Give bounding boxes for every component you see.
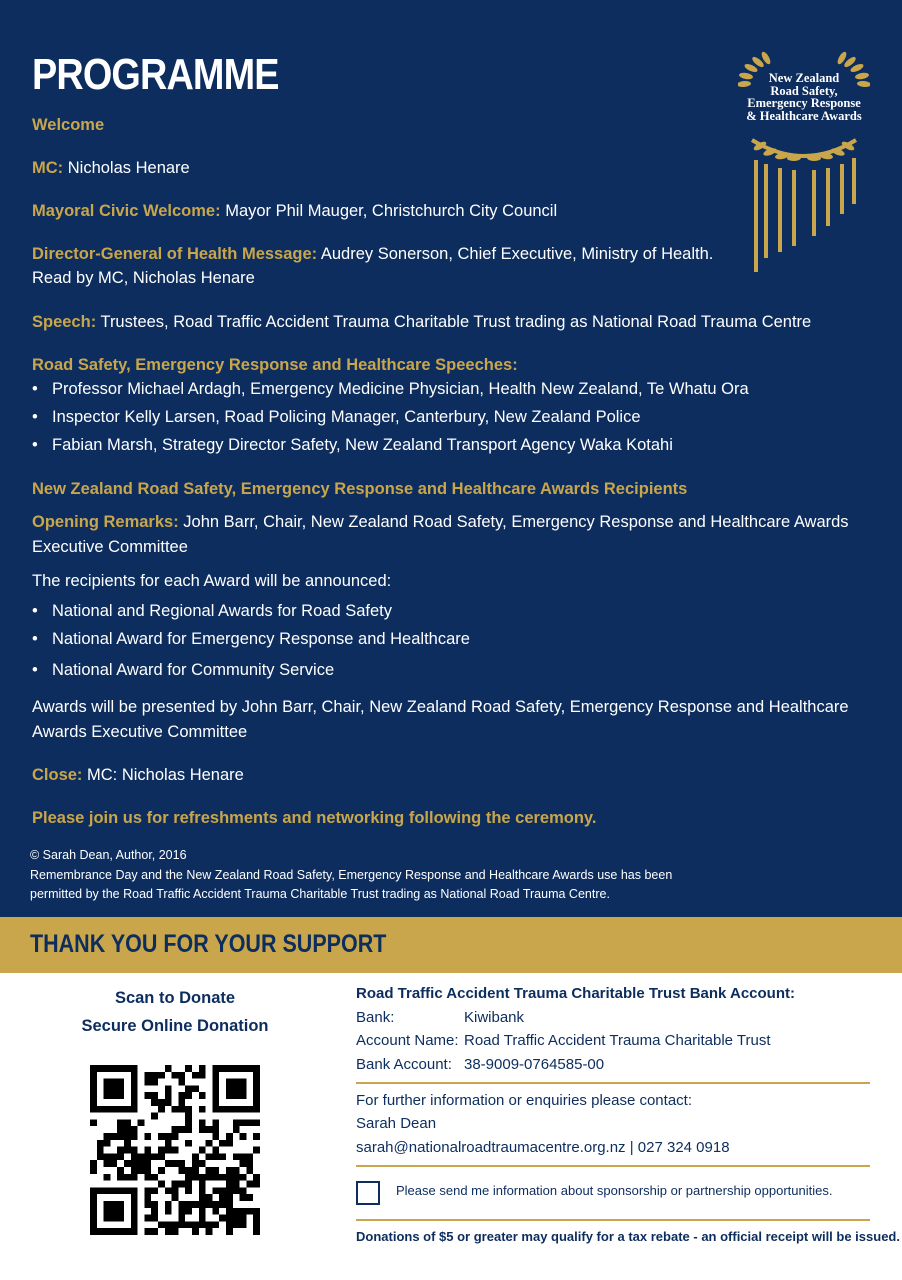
director-text: Audrey Sonerson, Chief Executive, Ministry of Health. xyxy=(317,245,714,263)
account-name-label: Account Name: xyxy=(356,1032,459,1049)
mc-label: MC: xyxy=(32,159,64,177)
sponsorship-checkbox[interactable] xyxy=(356,1181,380,1205)
thank-you-title: THANK YOU FOR YOUR SUPPORT xyxy=(30,930,387,958)
recipients-heading: New Zealand Road Safety, Emergency Response and Healthcare Awards Recipients xyxy=(32,480,688,498)
awards-logo xyxy=(738,48,870,276)
page-title: PROGRAMME xyxy=(32,50,279,99)
opening-line-2: Executive Committee xyxy=(32,538,188,556)
award-item: • National Award for Community Service xyxy=(32,661,335,679)
presented-line: Awards will be presented by John Barr, Chair, New Zealand Road Safety, Emergency Response and Healthcare xyxy=(32,698,849,716)
tax-disclaimer: Donations of $5 or greater may qualify for a tax rebate - an official receipt will be issued. xyxy=(356,1229,900,1244)
mc-text: Nicholas Henare xyxy=(63,159,190,177)
divider xyxy=(356,1165,870,1167)
sponsorship-checkbox-label: Please send me information about sponsorship or partnership opportunities. xyxy=(396,1183,833,1198)
director-line xyxy=(32,242,713,266)
thank-you-band xyxy=(0,917,902,973)
award-item: • National Award for Emergency Response and Healthcare xyxy=(32,630,470,648)
speech-text: Trustees, Road Traffic Accident Trauma Charitable Trust trading as National Road Trauma Centre xyxy=(96,313,812,331)
close-text: MC: Nicholas Henare xyxy=(82,766,244,784)
speech-line xyxy=(32,310,811,334)
permission-text-2: permitted by the Road Traffic Accident Trauma Charitable Trust trading as National Road Trauma Centre. xyxy=(30,887,610,901)
secure-online-donation: Secure Online Donation xyxy=(81,1017,269,1035)
divider xyxy=(356,1219,870,1221)
mayoral-line xyxy=(32,199,557,223)
director-line-2: Read by MC, Nicholas Henare xyxy=(32,269,255,287)
refreshments-note: Please join us for refreshments and networking following the ceremony. xyxy=(32,809,597,827)
presented-line-2: Awards Executive Committee xyxy=(32,723,248,741)
logo-text: New Zealand Road Safety, Emergency Response & Healthcare Awards xyxy=(746,71,862,123)
permission-text: Remembrance Day and the New Zealand Road Safety, Emergency Response and Healthcare Awards use has been xyxy=(30,868,673,882)
donation-section xyxy=(0,973,902,1280)
contact-name: Sarah Dean xyxy=(356,1115,437,1132)
bank-label: Bank: xyxy=(356,1009,395,1026)
account-value: 38-9009-0764585-00 xyxy=(464,1056,605,1073)
close-line xyxy=(32,763,244,787)
bank-heading: Road Traffic Accident Trauma Charitable Trust Bank Account: xyxy=(356,985,795,1002)
contact-details: sarah@nationalroadtraumacentre.org.nz | 027 324 0918 xyxy=(356,1139,730,1156)
account-name-value: Road Traffic Accident Trauma Charitable Trust xyxy=(464,1032,771,1049)
speech-item: • Professor Michael Ardagh, Emergency Medicine Physician, Health New Zealand, Te Whatu Ora xyxy=(32,380,749,398)
opening-line xyxy=(32,510,849,534)
copyright-text: © Sarah Dean, Author, 2016 xyxy=(30,848,187,862)
account-label: Bank Account: xyxy=(356,1056,452,1073)
announced-intro: The recipients for each Award will be announced: xyxy=(32,572,392,590)
close-label: Close: xyxy=(32,766,83,784)
mc-line xyxy=(32,156,190,180)
bank-value: Kiwibank xyxy=(464,1009,525,1026)
speech-item: • Fabian Marsh, Strategy Director Safety, New Zealand Transport Agency Waka Kotahi xyxy=(32,436,673,454)
qr-code[interactable] xyxy=(90,1065,260,1235)
mayoral-label: Mayoral Civic Welcome: xyxy=(32,202,221,220)
divider xyxy=(356,1082,870,1084)
opening-label: Opening Remarks: xyxy=(32,513,179,531)
award-item: • National and Regional Awards for Road Safety xyxy=(32,602,392,620)
info-text: For further information or enquiries please contact: xyxy=(356,1092,692,1109)
speeches-heading: Road Safety, Emergency Response and Healthcare Speeches: xyxy=(32,356,518,374)
opening-text: John Barr, Chair, New Zealand Road Safety, Emergency Response and Healthcare Awards xyxy=(178,513,849,531)
mayoral-text: Mayor Phil Mauger, Christchurch City Council xyxy=(220,202,558,220)
speech-label: Speech: xyxy=(32,313,97,331)
scan-to-donate: Scan to Donate xyxy=(114,989,236,1007)
welcome-heading: Welcome xyxy=(32,116,105,134)
speech-item: • Inspector Kelly Larsen, Road Policing Manager, Canterbury, New Zealand Police xyxy=(32,408,641,426)
director-label: Director-General of Health Message: xyxy=(32,245,318,263)
